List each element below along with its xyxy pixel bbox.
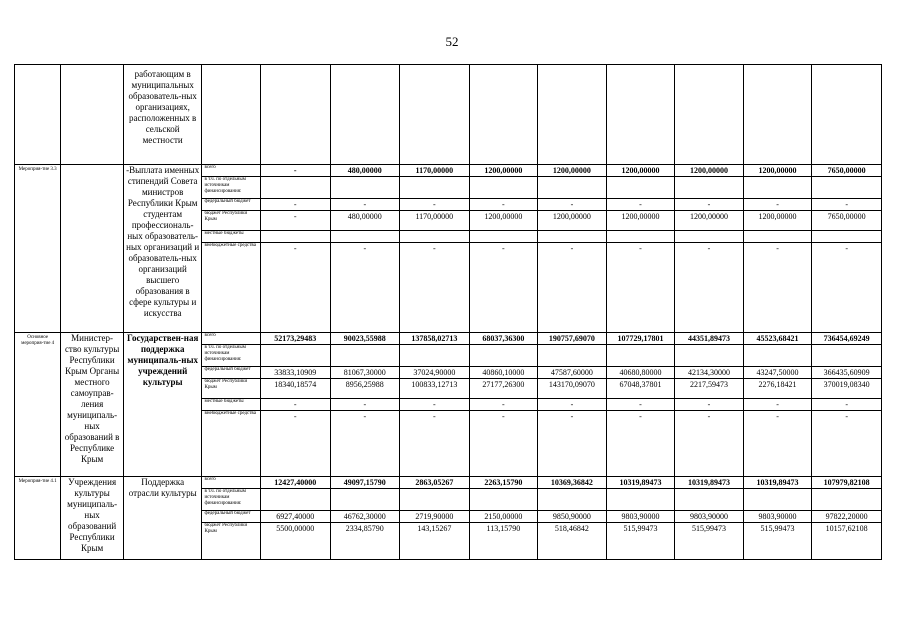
- amount-cell: -: [400, 411, 470, 477]
- amount-cell: 49097,15790: [330, 477, 400, 489]
- amount-cell: 113,15790: [469, 523, 538, 560]
- amount-cell: 1200,00000: [538, 165, 607, 177]
- amount-cell: -: [260, 399, 330, 411]
- amount-cell: [400, 231, 470, 243]
- amount-cell: 10319,89473: [606, 477, 675, 489]
- amount-cell: -: [330, 411, 400, 477]
- event-name: Государствен-ная поддержка муниципаль-ных учреждений культуры: [123, 333, 202, 477]
- amount-cell: -: [330, 243, 400, 333]
- amount-cell: 9803,90000: [675, 511, 744, 523]
- amount-cell: 9803,90000: [743, 511, 812, 523]
- funding-source: бюджет Республики Крым: [202, 211, 260, 231]
- amount-cell: 47587,60000: [538, 367, 607, 379]
- amount-cell: [812, 231, 882, 243]
- amount-cell: [330, 231, 400, 243]
- amount-cell: [400, 345, 470, 367]
- funding-source: местные бюджеты: [202, 399, 260, 411]
- amount-cell: [606, 489, 675, 511]
- amount-cell: -: [330, 399, 400, 411]
- amount-cell: -: [260, 199, 330, 211]
- amount-cell: 1200,00000: [675, 165, 744, 177]
- amount-cell: 2217,59473: [675, 379, 744, 399]
- amount-cell: -: [606, 243, 675, 333]
- amount-cell: 480,00000: [330, 165, 400, 177]
- amount-cell: 52173,29483: [260, 333, 330, 345]
- amount-cell: [812, 177, 882, 199]
- funding-source: внебюджетные средства: [202, 243, 260, 333]
- amount-cell: -: [538, 411, 607, 477]
- amount-cell: -: [675, 399, 744, 411]
- amount-cell: -: [743, 399, 812, 411]
- amount-cell: 46762,30000: [330, 511, 400, 523]
- amount-cell: [743, 489, 812, 511]
- amount-cell: -: [743, 199, 812, 211]
- amount-cell: 27177,26300: [469, 379, 538, 399]
- funding-source: федеральный бюджет: [202, 367, 260, 379]
- amount-cell: 143,15267: [400, 523, 470, 560]
- amount-cell: 40680,80000: [606, 367, 675, 379]
- amount-cell: -: [675, 199, 744, 211]
- amount-cell: [538, 177, 607, 199]
- amount-cell: 137858,02713: [400, 333, 470, 345]
- amount-cell: [400, 177, 470, 199]
- amount-cell: [675, 231, 744, 243]
- amount-cell: [469, 231, 538, 243]
- amount-cell: -: [538, 399, 607, 411]
- amount-cell: 44351,89473: [675, 333, 744, 345]
- amount-cell: -: [606, 411, 675, 477]
- event-executor: [61, 165, 124, 333]
- amount-cell: 33833,10909: [260, 367, 330, 379]
- amount-cell: 1200,00000: [606, 211, 675, 231]
- amount-cell: -: [743, 243, 812, 333]
- event-code: Мероприя-тие 3.3: [15, 165, 61, 333]
- amount-cell: [538, 231, 607, 243]
- amount-cell: -: [538, 199, 607, 211]
- amount-cell: 18340,18574: [260, 379, 330, 399]
- amount-cell: -: [469, 199, 538, 211]
- amount-cell: 736454,69249: [812, 333, 882, 345]
- amount-cell: [469, 345, 538, 367]
- amount-cell: [330, 489, 400, 511]
- table-row: [15, 477, 882, 489]
- amount-cell: 480,00000: [330, 211, 400, 231]
- amount-cell: 9850,90000: [538, 511, 607, 523]
- amount-cell: 1200,00000: [469, 165, 538, 177]
- amount-cell: -: [400, 399, 470, 411]
- amount-cell: 7650,00000: [812, 165, 882, 177]
- amount-cell: 2150,00000: [469, 511, 538, 523]
- amount-cell: [606, 231, 675, 243]
- funding-source: бюджет Республики Крым: [202, 523, 260, 560]
- amount-cell: 1170,00000: [400, 211, 470, 231]
- event-code: Основное мероприя-тие 4: [15, 333, 61, 477]
- amount-cell: 67048,37801: [606, 379, 675, 399]
- amount-cell: [469, 489, 538, 511]
- amount-cell: 518,46842: [538, 523, 607, 560]
- funding-source: в т.ч. по отдельным источникам финансирования:: [202, 489, 260, 511]
- event-executor: Учреждения культуры муниципаль-ных образований Республики Крым: [61, 477, 124, 560]
- event-code: Мероприя-тие 4.1: [15, 477, 61, 560]
- amount-cell: -: [469, 399, 538, 411]
- amount-cell: 107729,17801: [606, 333, 675, 345]
- funding-source: в т.ч. по отдельным источникам финансирования:: [202, 345, 260, 367]
- amount-cell: [330, 177, 400, 199]
- amount-cell: 10319,89473: [675, 477, 744, 489]
- amount-cell: [675, 489, 744, 511]
- event-name: Поддержка отрасли культуры: [123, 477, 202, 560]
- amount-cell: -: [675, 411, 744, 477]
- amount-cell: 7650,00000: [812, 211, 882, 231]
- amount-cell: 90023,55988: [330, 333, 400, 345]
- amount-cell: [538, 489, 607, 511]
- amount-cell: -: [400, 199, 470, 211]
- funding-source: местные бюджеты: [202, 231, 260, 243]
- amount-cell: [260, 177, 330, 199]
- amount-cell: 12427,40000: [260, 477, 330, 489]
- amount-cell: -: [400, 243, 470, 333]
- table-row: [15, 333, 882, 345]
- amount-cell: [330, 345, 400, 367]
- funding-source: всего: [202, 333, 260, 345]
- amount-cell: 107979,82108: [812, 477, 882, 489]
- amount-cell: 1200,00000: [538, 211, 607, 231]
- amount-cell: 81067,30000: [330, 367, 400, 379]
- amount-cell: 97822,20000: [812, 511, 882, 523]
- amount-cell: 6927,40000: [260, 511, 330, 523]
- amount-cell: 9803,90000: [606, 511, 675, 523]
- amount-cell: [743, 231, 812, 243]
- funding-source: федеральный бюджет: [202, 511, 260, 523]
- amount-cell: -: [330, 199, 400, 211]
- amount-cell: 68037,36300: [469, 333, 538, 345]
- amount-cell: -: [469, 411, 538, 477]
- amount-cell: -: [260, 243, 330, 333]
- funding-source: всего: [202, 165, 260, 177]
- table-row: [15, 165, 882, 177]
- event-name: -Выплата именных стипендий Совета министров Республики Крым студентам профессиональ-ных образователь-ных организаций и образователь-ных организаций высшего образования в сфере культуры и искусства: [123, 165, 202, 333]
- amount-cell: 2276,18421: [743, 379, 812, 399]
- funding-source: всего: [202, 477, 260, 489]
- program-funding-table: [14, 64, 882, 560]
- amount-cell: 2719,90000: [400, 511, 470, 523]
- amount-cell: [606, 177, 675, 199]
- amount-cell: -: [260, 211, 330, 231]
- amount-cell: 10157,62108: [812, 523, 882, 560]
- amount-cell: 515,99473: [675, 523, 744, 560]
- amount-cell: 45523,68421: [743, 333, 812, 345]
- event-executor: Министер-ство культуры Республики Крым Органы местного самоуправ-ления муниципаль-ных образований в Республике Крым: [61, 333, 124, 477]
- amount-cell: [538, 345, 607, 367]
- amount-cell: 40860,10000: [469, 367, 538, 379]
- amount-cell: [606, 345, 675, 367]
- amount-cell: 366435,60909: [812, 367, 882, 379]
- amount-cell: [260, 489, 330, 511]
- funding-source: внебюджетные средства: [202, 411, 260, 477]
- amount-cell: 10369,36842: [538, 477, 607, 489]
- amount-cell: 2863,05267: [400, 477, 470, 489]
- amount-cell: 8956,25988: [330, 379, 400, 399]
- amount-cell: [469, 177, 538, 199]
- amount-cell: 43247,50000: [743, 367, 812, 379]
- amount-cell: 100833,12713: [400, 379, 470, 399]
- amount-cell: -: [812, 243, 882, 333]
- amount-cell: [675, 177, 744, 199]
- amount-cell: 190757,69070: [538, 333, 607, 345]
- amount-cell: [812, 345, 882, 367]
- amount-cell: 1200,00000: [675, 211, 744, 231]
- amount-cell: -: [675, 243, 744, 333]
- amount-cell: 1200,00000: [606, 165, 675, 177]
- amount-cell: 515,99473: [743, 523, 812, 560]
- amount-cell: -: [812, 199, 882, 211]
- amount-cell: -: [606, 399, 675, 411]
- amount-cell: 2263,15790: [469, 477, 538, 489]
- amount-cell: 1200,00000: [469, 211, 538, 231]
- amount-cell: -: [812, 411, 882, 477]
- amount-cell: 370019,08340: [812, 379, 882, 399]
- amount-cell: 42134,30000: [675, 367, 744, 379]
- amount-cell: 10319,89473: [743, 477, 812, 489]
- amount-cell: -: [538, 243, 607, 333]
- amount-cell: 37024,90000: [400, 367, 470, 379]
- amount-cell: 1200,00000: [743, 165, 812, 177]
- amount-cell: [743, 345, 812, 367]
- top-event-description: работающим в муниципальных образователь-ных организациях, расположенных в сельской местности: [123, 65, 202, 165]
- amount-cell: -: [260, 165, 330, 177]
- amount-cell: [260, 231, 330, 243]
- amount-cell: [400, 489, 470, 511]
- funding-source: федеральный бюджет: [202, 199, 260, 211]
- amount-cell: [743, 177, 812, 199]
- funding-source: в т.ч. по отдельным источникам финансирования:: [202, 177, 260, 199]
- amount-cell: [812, 489, 882, 511]
- amount-cell: 1170,00000: [400, 165, 470, 177]
- amount-cell: [260, 345, 330, 367]
- amount-cell: -: [606, 199, 675, 211]
- amount-cell: -: [812, 399, 882, 411]
- amount-cell: -: [743, 411, 812, 477]
- amount-cell: -: [469, 243, 538, 333]
- amount-cell: 2334,85790: [330, 523, 400, 560]
- amount-cell: 1200,00000: [743, 211, 812, 231]
- funding-source: бюджет Республики Крым: [202, 379, 260, 399]
- table-row: [15, 65, 882, 165]
- amount-cell: [675, 345, 744, 367]
- page-number: 52: [445, 34, 459, 49]
- amount-cell: -: [260, 411, 330, 477]
- amount-cell: 515,99473: [606, 523, 675, 560]
- amount-cell: 5500,00000: [260, 523, 330, 560]
- amount-cell: 143170,09070: [538, 379, 607, 399]
